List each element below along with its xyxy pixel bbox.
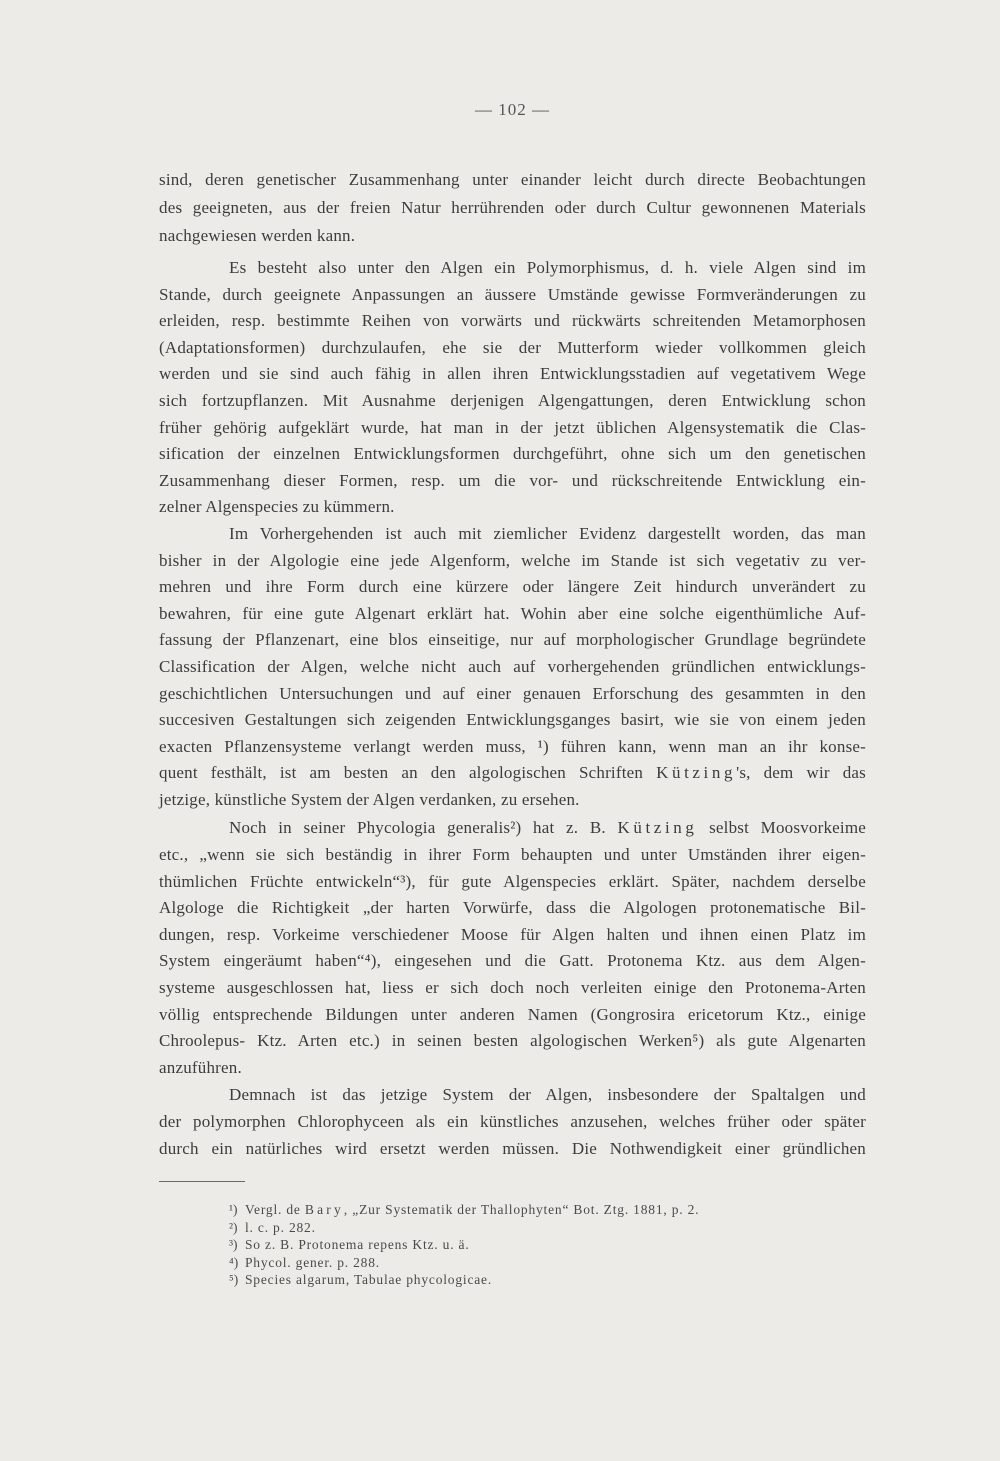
text-line: succesiven Gestaltungen sich zeigenden Entwicklungsganges basirt, wie sie von einem jeden [159, 710, 866, 730]
text-line: System eingeräumt haben“⁴), eingesehen und die Gatt. Protonema Ktz. aus dem Algen- [159, 951, 866, 971]
footnote [229, 1236, 849, 1254]
spaced-name: Kützing [656, 763, 737, 783]
text-line: Algologe die Richtigkeit „der harten Vorwürfe, dass die Algologen protonematische Bil- [159, 898, 866, 918]
text-line: der polymorphen Chlorophyceen als ein künstliches anzusehen, welches früher oder später [159, 1112, 866, 1131]
footnote [229, 1201, 849, 1219]
text-line: Es besteht also unter den Algen ein Polymorphismus, d. h. viele Algen sind im [229, 258, 866, 277]
footnote-text: Vergl. de [245, 1202, 305, 1217]
text-line: jetzige, künstliche System der Algen verdanken, zu ersehen. [159, 789, 580, 809]
text-line [159, 815, 866, 842]
footnotes [229, 1201, 849, 1289]
text-line: Chroolepus- Ktz. Arten etc.) in seinen besten algologischen Werken⁵) als gute Algenarten [159, 1031, 866, 1051]
footnote-marker: ¹) [229, 1202, 238, 1217]
text-line: Demnach ist das jetzige System der Algen, insbesondere der Spaltalgen und [229, 1085, 866, 1105]
page-number: — 102 — [475, 100, 550, 119]
paragraph [159, 255, 866, 521]
text-line: werden und sie sind auch fähig in allen ihren Entwicklungsstadien auf vegetativem Wege [159, 364, 866, 384]
text-line: des geeigneten, aus der freien Natur herrührenden oder durch Cultur gewonnenen Materials [159, 198, 866, 217]
body-text [159, 166, 866, 1162]
paragraph [159, 166, 866, 250]
text-line: völlig entsprechende Bildungen unter anderen Namen (Gongrosira ericetorum Ktz., einige [159, 1004, 866, 1024]
text-line: erleiden, resp. bestimmte Reihen von vorwärts und rückwärts schreitenden Metamorphosen [159, 311, 866, 331]
text-line: etc., „wenn sie sich beständig in ihrer Form behaupten und unter Umständen ihrer eigen- [159, 845, 866, 865]
text-line: sind, deren genetischer Zusammenhang unter einander leicht durch directe Beobachtungen [159, 170, 866, 189]
paragraph [159, 815, 866, 1081]
text-line: durch ein natürliches wird ersetzt werden müssen. Die Nothwendigkeit einer gründlichen [159, 1138, 866, 1158]
footnote-marker: ²) [229, 1219, 238, 1235]
footnote [229, 1271, 849, 1289]
text-segment: 's, dem wir das [736, 763, 866, 783]
text-line: exacten Pflanzensysteme verlangt werden muss, ¹) führen kann, wenn man an ihr konse- [159, 736, 866, 756]
text-line: nachgewiesen werden kann. [159, 226, 356, 245]
spaced-name: Kützing [617, 818, 698, 838]
text-line: geschichtlichen Untersuchungen und auf einer genauen Erforschung des gesammten in den [159, 683, 866, 703]
text-line: (Adaptationsformen) durchzulaufen, ehe sie der Mutterform wieder vollkommen gleich [159, 337, 866, 357]
footnote-marker: ⁵) [229, 1272, 239, 1287]
text-line: sich fortzupflanzen. Mit Ausnahme derjenigen Algengattungen, deren Entwicklung schon [159, 390, 866, 410]
footnote [229, 1219, 849, 1237]
text-line: dungen, resp. Vorkeime verschiedener Moose für Algen halten und ihnen einen Platz im [159, 924, 866, 944]
text-line: früher gehörig aufgeklärt wurde, hat man in der jetzt üblichen Algensystematik die Clas- [159, 417, 866, 437]
paragraph [159, 521, 866, 814]
text-line: Classification der Algen, welche nicht auch auf vorhergehenden gründlichen entwicklungs- [159, 656, 866, 676]
text-segment: selbst Moosvorkeime [697, 818, 866, 838]
text-line: Im Vorhergehenden ist auch mit ziemlicher Evidenz dargestellt worden, das man [229, 523, 866, 543]
text-line: Zusammenhang dieser Formen, resp. um die vor- und rückschreitende Entwicklung ein- [159, 470, 866, 490]
footnote-rule [159, 1181, 245, 1182]
paragraph [159, 1082, 866, 1162]
footnote-text: So z. B. Protonema repens Ktz. u. ä. [245, 1237, 470, 1252]
footnote-marker: ⁴) [229, 1254, 239, 1270]
footnote-text: l. c. p. 282. [245, 1219, 316, 1235]
text-line: bewahren, für eine gute Algenart erklärt hat. Wohin aber eine solche eigenthümliche Auf- [159, 603, 866, 623]
text-segment: quent festhält, ist am besten an den algologischen Schriften [159, 763, 657, 783]
text-line: anzuführen. [159, 1057, 242, 1077]
text-line: fassung der Pflanzenart, eine blos einseitige, nur auf morphologischer Grundlage begründete [159, 630, 866, 650]
spaced-name: Bary [304, 1202, 344, 1217]
footnote [229, 1254, 849, 1272]
footnote-marker: ³) [229, 1237, 238, 1252]
text-line [159, 760, 866, 787]
text-line: zelner Algenspecies zu kümmern. [159, 497, 395, 517]
text-segment: Noch in seiner Phycologia generalis²) hat z. B. [229, 818, 618, 838]
text-line: mehren und ihre Form durch eine kürzere oder längere Zeit hindurch unverändert zu [159, 577, 866, 597]
text-line: systeme ausgeschlossen hat, liess er sich doch noch verleiten einige den Protonema-Arten [159, 978, 866, 998]
text-line: bisher in der Algologie eine jede Algenform, welche im Stande ist sich vegetativ zu ver- [159, 550, 866, 570]
footnote-text: , „Zur Systematik der Thallophyten“ Bot. Ztg. 1881, p. 2. [343, 1202, 700, 1217]
footnote-text: Phycol. gener. p. 288. [245, 1254, 380, 1270]
text-line: Stande, durch geeignete Anpassungen an äussere Umstände gewisse Formveränderungen zu [159, 284, 866, 304]
footnote-text: Species algarum, Tabulae phycologicae. [245, 1272, 492, 1287]
text-line: thümlichen Früchte entwickeln“³), für gute Algenspecies erklärt. Später, nachdem derselbe [159, 871, 866, 891]
text-line: sification der einzelnen Entwicklungsformen durchgeführt, ohne sich um den genetischen [159, 444, 866, 464]
